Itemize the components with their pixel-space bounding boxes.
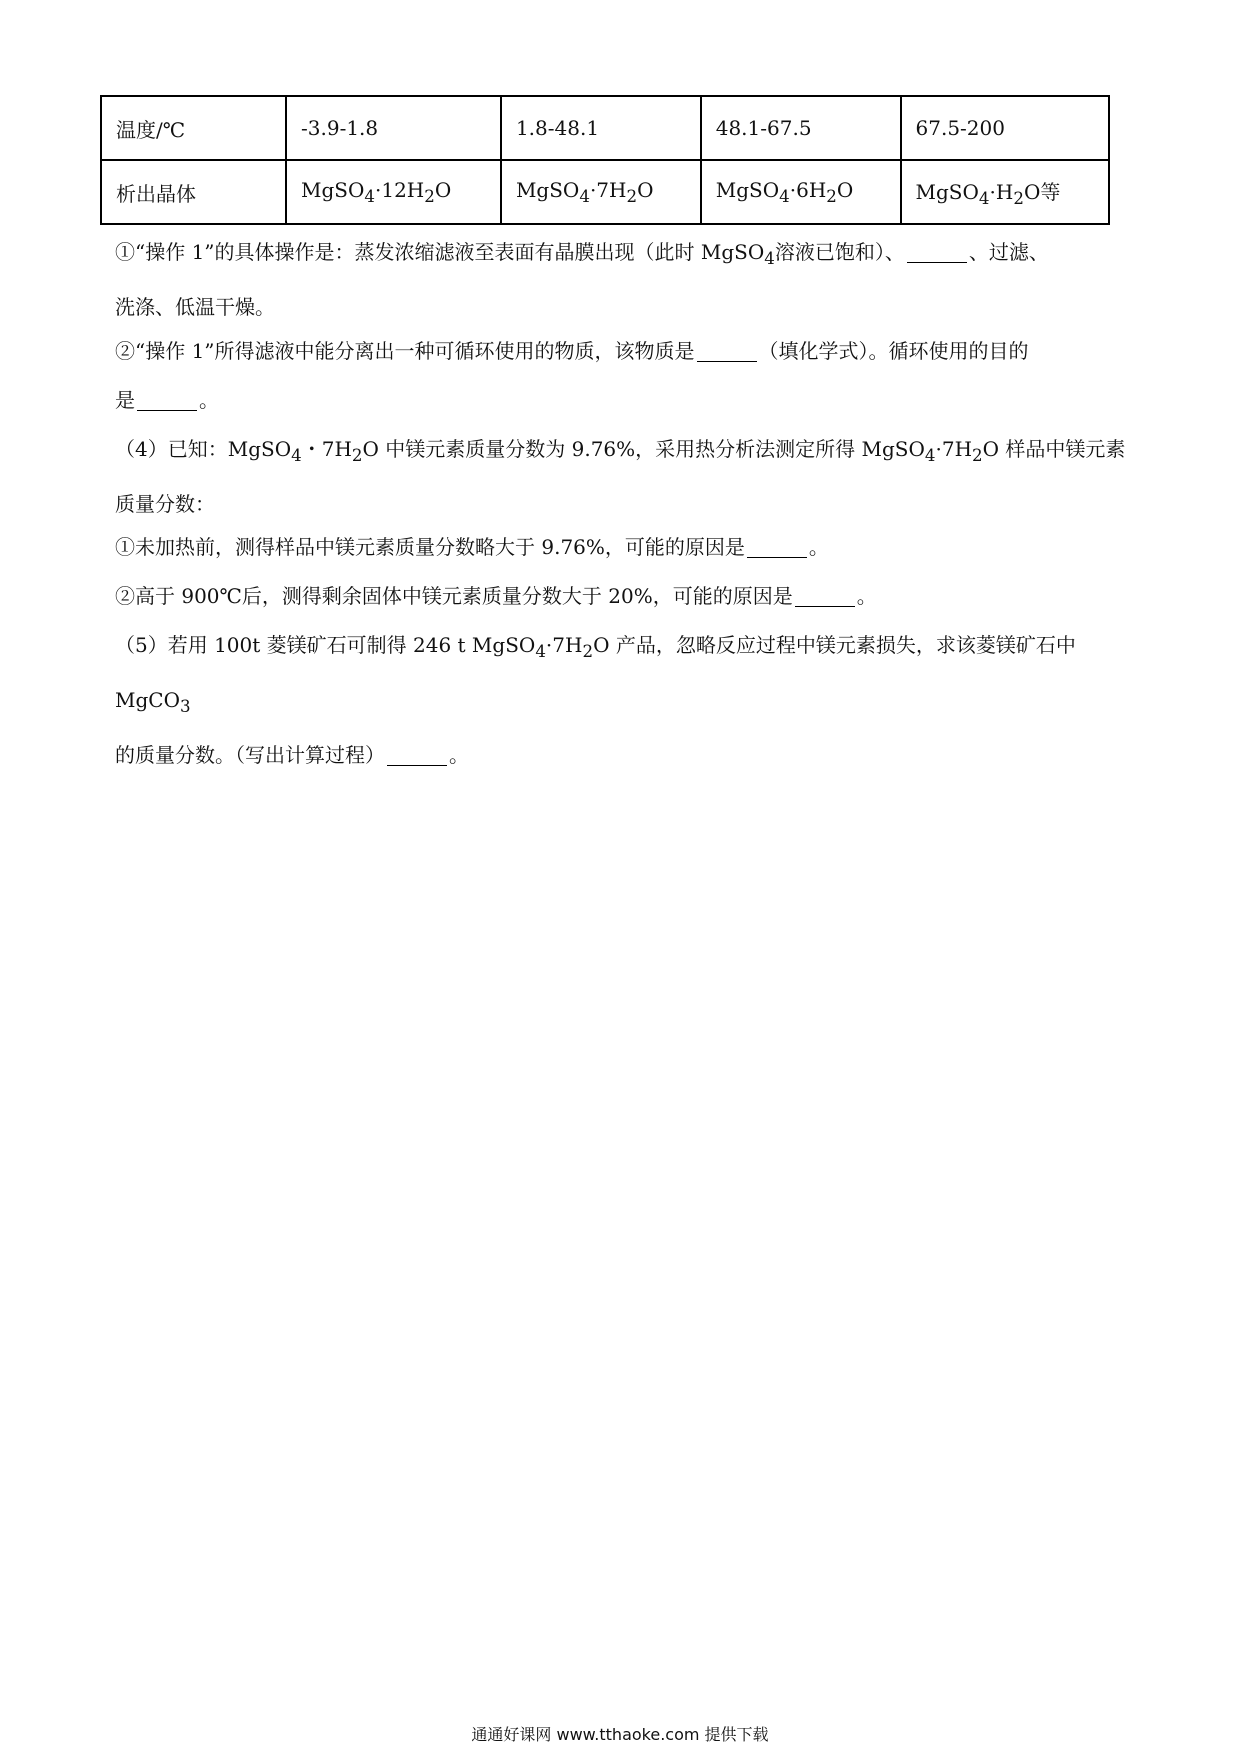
answer-blank[interactable] [387,745,447,766]
text: ①“操作 1”的具体操作是：蒸发浓缩滤液至表面有晶膜出现（此时 MgSO [115,240,765,264]
subscript: 4 [924,446,936,465]
subscript: 4 [535,642,546,661]
subscript: 2 [351,446,363,465]
formula-text: ·6H [789,178,827,202]
table-cell: 析出晶体 [101,160,286,224]
answer-blank[interactable] [747,537,807,558]
table-cell [701,160,901,224]
text: ②“操作 1”所得滤液中能分离出一种可循环使用的物质，该物质是 [115,339,695,363]
formula-text: MgSO [715,178,780,202]
subscript: 4 [364,187,375,206]
text: ①未加热前，测得样品中镁元素质量分数略大于 9.76%，可能的原因是 [115,535,745,559]
table-cell: -3.9-1.8 [286,96,501,160]
text: ·7H [935,437,973,461]
formula-text: MgSO [301,178,365,202]
text: （4）已知：MgSO [115,437,292,461]
subscript: 4 [579,187,590,206]
subscript: 2 [826,187,837,206]
text: 质量分数： [115,492,215,516]
question-3-part-2 [115,327,1135,425]
formula-text: ·7H [589,178,627,202]
answer-blank[interactable] [795,586,855,607]
text: 。 [856,584,877,608]
formula-text: ·12H [375,178,425,202]
text: O 样品中镁元素 [982,437,1126,461]
answer-blank[interactable] [137,390,197,411]
table-row [101,96,1109,160]
table-cell [286,160,501,224]
formula-text: O [434,178,452,202]
formula-text: O [836,178,854,202]
formula-text: O [637,178,654,202]
page-footer: 通通好课网 www.tthaoke.com 提供下载 [471,1725,769,1744]
text: 溶液已饱和）、 [774,240,905,264]
table-row [101,160,1109,224]
text: 洗涤、低温干燥。 [115,295,275,319]
question-4-part-1 [115,523,1135,572]
table-cell: 温度/℃ [101,96,286,160]
formula-text: ·H [989,180,1014,204]
formula-text: MgSO [515,178,580,202]
subscript: 2 [582,642,594,661]
subscript: 2 [424,187,435,206]
answer-blank[interactable] [697,341,757,362]
text: O 中镁元素质量分数为 9.76%，采用热分析法测定所得 MgSO [362,437,925,461]
text: 。 [449,743,469,767]
subscript: 4 [291,446,302,465]
question-4-intro [115,425,1135,529]
text: O 产品，忽略反应过程中镁元素损失，求该菱镁矿石中 MgCO [115,633,1076,712]
table-cell: 67.5-200 [901,96,1109,160]
table-cell: 48.1-67.5 [701,96,901,160]
table-cell [501,160,701,224]
crystallization-table [100,95,1110,225]
question-3-part-1 [115,228,1135,332]
formula-text: O等 [1023,180,1061,204]
text: 。 [808,535,829,559]
subscript: 4 [764,249,775,268]
text: （5）若用 100t 菱镁矿石可制得 246 t MgSO [115,633,536,657]
table-cell [901,160,1109,224]
text: 是 [115,388,135,412]
text: （填化学式）。循环使用的目的 [758,339,1029,363]
text: 的质量分数。（写出计算过程） [115,743,385,767]
question-5 [115,621,1135,780]
subscript: 2 [1013,189,1024,208]
text: ・7H [301,437,352,461]
subscript: 2 [972,446,983,465]
text: ·7H [545,633,583,657]
text: 、过滤、 [968,240,1049,264]
subscript: 4 [978,189,990,208]
subscript: 2 [626,187,638,206]
subscript: 4 [779,187,790,206]
subscript: 3 [179,697,191,716]
answer-blank[interactable] [907,242,967,263]
text: ②高于 900℃后，测得剩余固体中镁元素质量分数大于 20%，可能的原因是 [115,584,793,608]
formula-text: MgSO [915,180,979,204]
question-4-part-2 [115,572,1135,621]
text: 。 [199,388,219,412]
table-cell: 1.8-48.1 [501,96,701,160]
